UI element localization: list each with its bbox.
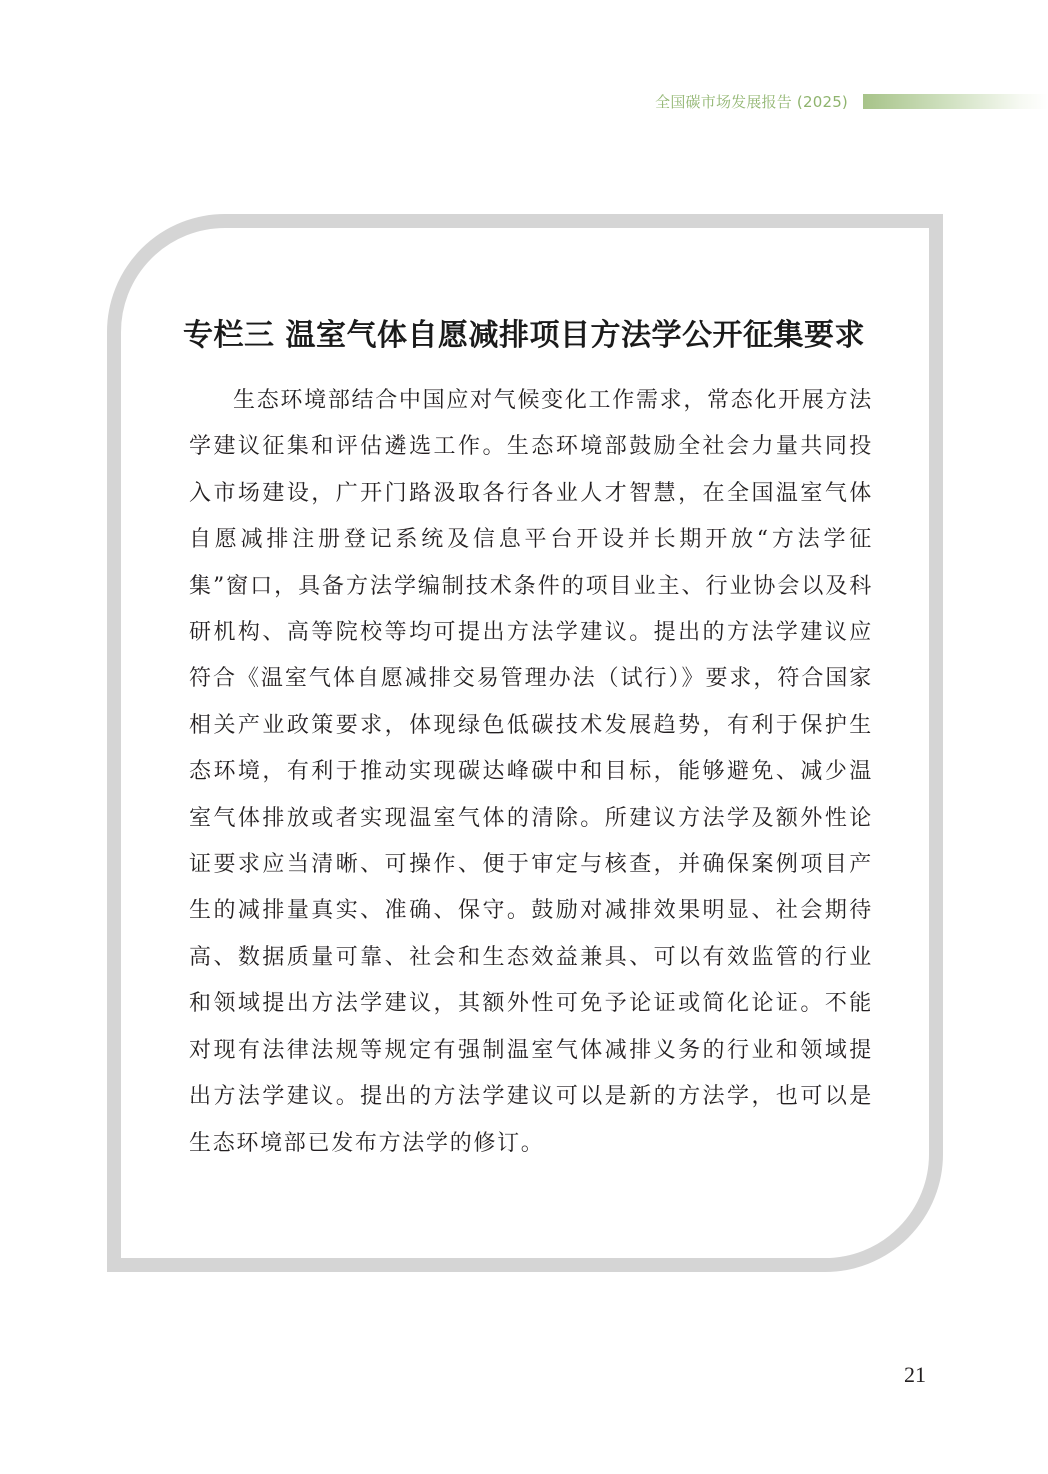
running-header	[0, 90, 1048, 114]
page-number: 21	[904, 1362, 926, 1387]
column-title: 专栏三 温室气体自愿减排项目方法学公开征集要求	[183, 318, 865, 353]
running-header-title: 全国碳市场发展报告 (2025)	[655, 93, 848, 111]
column-body-paragraph: 生态环境部结合中国应对气候变化工作需求，常态化开展方法学建议征集和评估遴选工作。生态环境部鼓励全社会力量共同投入市场建设，广开门路汲取各行各业人才智慧，在全国温室气体自愿减排注册登记系统及信息平台开设并长期开放“方法学征集”窗口，具备方法学编制技术条件的项目业主、行业协会以及科研机构、高等院校等均可提出方法学建议。提出的方法学建议应符合《温室气体自愿减排交易管理办法（试行）》要求，符合国家相关产业政策要求，体现绿色低碳技术发展趋势，有利于保护生态环境，有利于推动实现碳达峰碳中和目标，能够避免、减少温室气体排放或者实现温室气体的清除。所建议方法学及额外性论证要求应当清晰、可操作、便于审定与核查，并确保案例项目产生的减排量真实、准确、保守。鼓励对减排效果明显、社会期待高、数据质量可靠、社会和生态效益兼具、可以有效监管的行业和领域提出方法学建议，其额外性可免予论证或简化论证。不能对现有法律法规等规定有强制温室气体减排义务的行业和领域提出方法学建议。提出的方法学建议可以是新的方法学，也可以是生态环境部已发布方法学的修订。	[189, 388, 873, 1156]
header-accent-bar	[863, 94, 1048, 109]
